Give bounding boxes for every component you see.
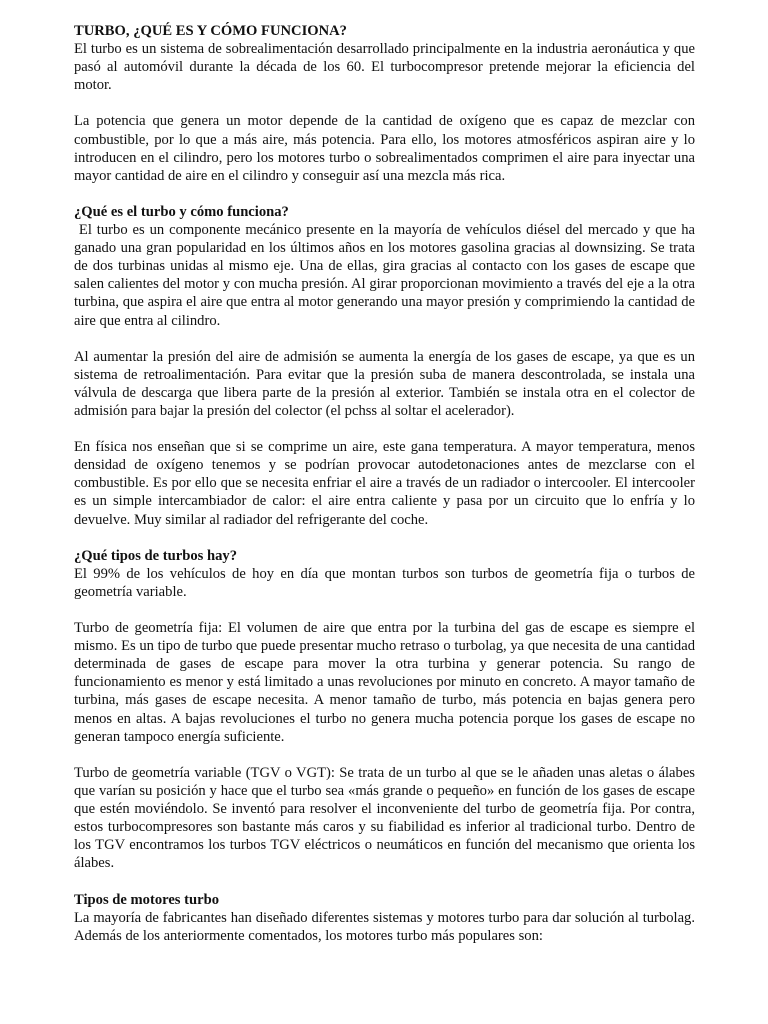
section1-paragraph-3: En física nos enseñan que si se comprime un aire, este gana temperatura. A mayor temperatura, menos densidad de oxígeno tenemos y se podrían provocar autodetonaciones antes de mezclarse con el combustible. Es por ello que se necesita enfriar el aire a través de un radiador o intercooler. El intercooler es un simple intercambiador de calor: el aire entra caliente y pasa por un circuito que lo enfría y lo devuelve. Muy similar al radiador del refrigerante del coche. bbox=[74, 439, 695, 528]
section2-paragraph-3: Turbo de geometría variable (TGV o VGT): Se trata de un turbo al que se le añaden unas aletas o álabes que varían su posición y hace que el turbo sea «más grande o pequeño» en función de los gases de escape que estén moviéndolo. Se inventó para resolver el inconveniente del turbo de geometría fija. Por contra, estos turbocompresores son bastante más caros y su fiabilidad es inferior al tradicional turbo. Dentro de los TGV encontramos los turbos TGV eléctricos o neumáticos en función del mecanismo que orienta los álabes. bbox=[74, 764, 695, 872]
section-heading-turbo-engine-types: Tipos de motores turbo bbox=[74, 891, 220, 908]
document-title: TURBO, ¿QUÉ ES Y CÓMO FUNCIONA? bbox=[74, 23, 347, 39]
section-heading-turbo-types: ¿Qué tipos de turbos hay? bbox=[74, 547, 237, 564]
intro-paragraph-1: El turbo es un sistema de sobrealimentación desarrollado principalmente en la industria aeronáutica y que pasó al automóvil durante la década de los 60. El turbocompresor pretende mejorar la eficiencia del motor. bbox=[74, 41, 695, 94]
document-page bbox=[74, 22, 699, 963]
intro-paragraph-2: La potencia que genera un motor depende de la cantidad de oxígeno que es capaz de mezclar con combustible, por lo que a más aire, más potencia. Para ello, los motores atmosféricos aspiran aire y lo introducen en el cilindro, pero los motores turbo o sobrealimentados comprimen el aire para inyectar una mayor cantidad de aire en el cilindro y conseguir así una mezcla más rica. bbox=[74, 113, 695, 184]
section1-paragraph-2: Al aumentar la presión del aire de admisión se aumenta la energía de los gases de escape, ya que es un sistema de retroalimentación. Para evitar que la presión suba de manera descontrolada, se instala una válvula de descarga que libera parte de la presión al exterior. También se instala otra en el colector de admisión para bajar la presión del colector (el pchss al soltar el acelerador). bbox=[74, 348, 695, 419]
section2-paragraph-2: Turbo de geometría fija: El volumen de aire que entra por la turbina del gas de escape es siempre el mismo. Es un tipo de turbo que puede presentar mucho retraso o turbolag, ya que necesita de una cantidad determinada de gases de escape para mover la otra turbina y generar potencia. Su rango de funcionamiento es menor y está limitado a unas revoluciones por minuto en concreto. A mayor tamaño de turbina, más gases de escape necesita. A menor tamaño de turbo, más potencia en bajas genera pero menos en altas. A bajas revoluciones el turbo no genera mucha potencia porque los gases de escape no generan tampoco energía suficiente. bbox=[74, 620, 695, 745]
section-heading-what-is-turbo: ¿Qué es el turbo y cómo funciona? bbox=[74, 203, 289, 220]
section3-paragraph-1: La mayoría de fabricantes han diseñado diferentes sistemas y motores turbo para dar solución al turbolag. Además de los anteriormente comentados, los motores turbo más populares son: bbox=[74, 909, 695, 944]
section2-paragraph-1: El 99% de los vehículos de hoy en día que montan turbos son turbos de geometría fija o turbos de geometría variable. bbox=[74, 565, 695, 600]
section1-paragraph-1: El turbo es un componente mecánico presente en la mayoría de vehículos diésel del mercado y que ha ganado una gran popularidad en los últimos años en los motores gasolina gracias al downsizing. Se trata de dos turbinas unidas al mismo eje. Una de ellas, gira gracias al contacto con los gases de escape que salen calientes del motor y con mucha presión. Al girar proporcionan movimiento a través del eje a la otra turbina, que aspira el aire que entra al motor generando una mayor presión y comprimiendo la cantidad de aire que entra al cilindro. bbox=[74, 222, 699, 329]
